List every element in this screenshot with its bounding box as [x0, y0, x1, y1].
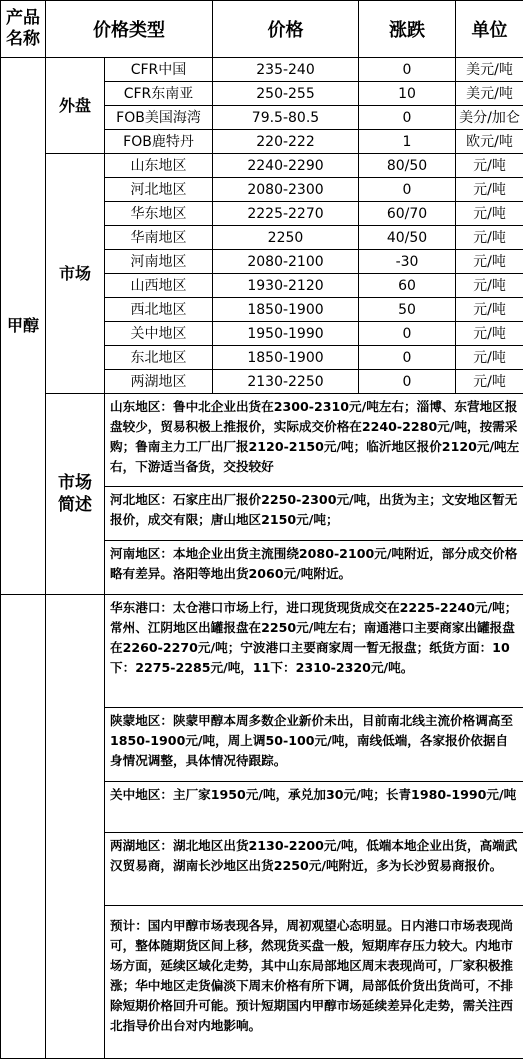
note-lianghu: 两湖地区：湖北地区出货2130-2200元/吨，低端本地企业出货，高端武汉贸易商，湖南长沙地区出货2250元/吨附近，多为长沙贸易商报价。	[105, 833, 523, 906]
header-product: 产品名称	[1, 1, 46, 58]
note-guanzhong: 关中地区：主厂家1950元/吨，承兑加30元/吨；长青1980-1990元/吨	[105, 782, 523, 833]
row-name: 河北地区	[105, 178, 213, 202]
summary-row	[1, 394, 523, 487]
row-change: 0	[359, 370, 456, 394]
row-name: 关中地区	[105, 322, 213, 346]
summary-cell-continued	[46, 595, 105, 1059]
table-row	[1, 58, 523, 82]
row-price: 220-222	[213, 130, 359, 154]
note-shandong: 山东地区：鲁中北企业出货在2300-2310元/吨左右；淄博、东营地区报盘较少，贸易积极上推报价，实际成交价格在2240-2280元/吨，按需采购；鲁南主力工厂出厂报2120-2150元/吨；临沂地区报价2120元/吨左右，下游适当备货，交投较好	[105, 394, 523, 487]
row-unit: 美分/加仑	[456, 106, 523, 130]
header-row	[1, 1, 523, 58]
row-price: 2240-2290	[213, 154, 359, 178]
row-unit: 元/吨	[456, 154, 523, 178]
note-hebei: 河北地区：石家庄出厂报价2250-2300元/吨，出货为主；文安地区暂无报价，成交有限；唐山地区2150元/吨；	[105, 487, 523, 541]
table-row	[1, 154, 523, 178]
product-name: 甲醇	[1, 58, 46, 595]
row-change: 60	[359, 274, 456, 298]
row-unit: 元/吨	[456, 250, 523, 274]
group-summary	[46, 394, 105, 595]
row-unit: 美元/吨	[456, 58, 523, 82]
row-change: -30	[359, 250, 456, 274]
row-unit: 美元/吨	[456, 82, 523, 106]
row-unit: 元/吨	[456, 274, 523, 298]
row-change: 40/50	[359, 226, 456, 250]
row-name: 西北地区	[105, 298, 213, 322]
row-price: 2080-2100	[213, 250, 359, 274]
header-type: 价格类型	[46, 1, 213, 58]
row-price: 1850-1900	[213, 298, 359, 322]
row-unit: 元/吨	[456, 202, 523, 226]
row-unit: 元/吨	[456, 322, 523, 346]
row-price: 2225-2270	[213, 202, 359, 226]
row-price: 2080-2300	[213, 178, 359, 202]
row-change: 0	[359, 322, 456, 346]
row-change: 10	[359, 82, 456, 106]
header-price: 价格	[213, 1, 359, 58]
row-price: 250-255	[213, 82, 359, 106]
row-name: 东北地区	[105, 346, 213, 370]
header-unit: 单位	[456, 1, 523, 58]
row-price: 2250	[213, 226, 359, 250]
row-price: 1950-1990	[213, 322, 359, 346]
row-change: 0	[359, 178, 456, 202]
row-unit: 元/吨	[456, 370, 523, 394]
note-shaanxi-inner-mongolia: 陕蒙地区：陕蒙甲醇本周多数企业新价未出，目前南北线主流价格调高至1850-1900元/吨，周上调50-100元/吨，南线低端，各家报价依据自身情况调整，具体情况待跟踪。	[105, 708, 523, 782]
row-price: 235-240	[213, 58, 359, 82]
note-forecast: 预计：国内甲醇市场表现各异，周初观望心态明显。日内港口市场表现尚可，整体随期货区间上移，然现货买盘一般，短期库存压力较大。内地市场方面，延续区域化走势，其中山东局部地区周末表现尚可，厂家积极推涨；华中地区走货偏淡下周末价格有所下调，局部低价货出货尚可，不排除短期价格回升可能。预计短期国内甲醇市场延续差异化走势，需关注西北指导价出台对内地影响。	[105, 906, 523, 1059]
summary-label: 市场简述	[57, 472, 93, 516]
group-market: 市场	[46, 154, 105, 394]
row-unit: 元/吨	[456, 226, 523, 250]
row-unit: 元/吨	[456, 298, 523, 322]
row-change: 0	[359, 58, 456, 82]
header-change: 涨跌	[359, 1, 456, 58]
row-price: 2130-2250	[213, 370, 359, 394]
row-unit: 欧元/吨	[456, 130, 523, 154]
row-change: 80/50	[359, 154, 456, 178]
summary-row	[1, 595, 523, 708]
row-change: 1	[359, 130, 456, 154]
row-name: FOB美国海湾	[105, 106, 213, 130]
row-price: 1930-2120	[213, 274, 359, 298]
row-price: 1850-1900	[213, 346, 359, 370]
row-name: CFR中国	[105, 58, 213, 82]
row-price: 79.5-80.5	[213, 106, 359, 130]
row-name: FOB鹿特丹	[105, 130, 213, 154]
note-east-port: 华东港口：太仓港口市场上行，进口现货现货成交在2225-2240元/吨；常州、江阴地区出罐报盘在2250元/吨左右；南通港口主要商家出罐报盘在2260-2270元/吨；宁波港口主要商家周一暂无报盘；纸货方面：10下：2275-2285元/吨，11下：2310-2320元/吨。	[105, 595, 523, 708]
product-cell-continued	[1, 595, 46, 1059]
row-name: 两湖地区	[105, 370, 213, 394]
row-name: 华南地区	[105, 226, 213, 250]
row-change: 0	[359, 106, 456, 130]
row-name: 山东地区	[105, 154, 213, 178]
note-henan: 河南地区：本地企业出货主流围绕2080-2100元/吨附近，部分成交价格略有差异。洛阳等地出货2060元/吨附近。	[105, 541, 523, 595]
row-unit: 元/吨	[456, 178, 523, 202]
group-foreign: 外盘	[46, 58, 105, 154]
row-name: 华东地区	[105, 202, 213, 226]
row-unit: 元/吨	[456, 346, 523, 370]
row-name: CFR东南亚	[105, 82, 213, 106]
row-change: 60/70	[359, 202, 456, 226]
row-change: 0	[359, 346, 456, 370]
row-name: 山西地区	[105, 274, 213, 298]
row-change: 50	[359, 298, 456, 322]
row-name: 河南地区	[105, 250, 213, 274]
